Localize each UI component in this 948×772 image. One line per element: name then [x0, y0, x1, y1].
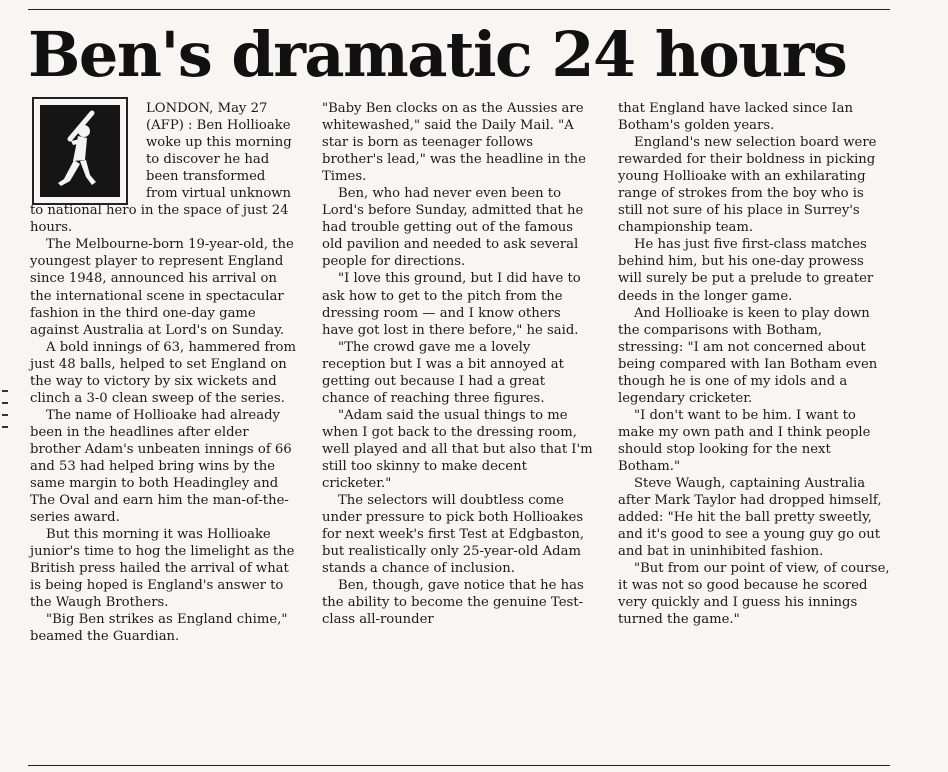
- paragraph: that England have lacked since Ian Botham's golden years.: [618, 101, 854, 134]
- paragraph: Ben, who had never even been to Lord's before Sunday, admitted that he had trouble getting out of the famous old pavilion and needed to ask several people for directions.: [322, 186, 584, 270]
- paragraph: "Baby Ben clocks on as the Aussies are whitewashed," said the Daily Mail. "A star is born as teenager follows brother's lead," was the headline in the Times.: [322, 101, 586, 185]
- paragraph: "The crowd gave me a lovely reception but I was a bit annoyed at getting out because I had a great chance of reaching three figures.: [322, 339, 564, 406]
- paragraph: He has just five first-class matches behind him, but his one-day prowess will surely be put a prelude to greater deeds in the longer game.: [618, 237, 874, 304]
- paragraph: The selectors will doubtless come under pressure to pick both Hollioakes for next week's first Test at Edgbaston, but realistically only 25-year-old Adam stands a chance of inclusion.: [322, 493, 585, 577]
- paragraph: The Melbourne-born 19-year-old, the youngest player to represent England since 1948, announced his arrival on the international scene in spectacular fashion in the third one-day game against Australia at Lord's on Sunday.: [30, 237, 294, 338]
- page-edge-marks: [0, 380, 12, 470]
- top-rule: [28, 9, 890, 10]
- paragraph: "I don't want to be him. I want to make my own path and I think people should stop looking for the next Botham.": [618, 407, 871, 474]
- article-column-2: [322, 100, 594, 628]
- article-column-3: [618, 100, 890, 628]
- paragraph: "Big Ben strikes as England chime," beamed the Guardian.: [30, 612, 288, 645]
- headline: Ben's dramatic 24 hours: [28, 18, 847, 91]
- paragraph: "Adam said the usual things to me when I got back to the dressing room, well played and all that but also that I'm still too skinny to make decent cricketer.": [322, 407, 593, 492]
- paragraph: And Hollioake is keen to play down the comparisons with Botham, stressing: "I am not concerned about being compared with Ian Botham even though he is one of my idols and a legendary cricketer.: [618, 305, 878, 406]
- paragraph: Ben, though, gave notice that he has the ability to become the genuine Test-class all-rounder: [322, 578, 584, 628]
- bottom-rule: [28, 765, 890, 766]
- article-column-1: [30, 100, 300, 646]
- paragraph: England's new selection board were rewarded for their boldness in picking young Hollioake with an exhilarating range of strokes from the boy who is still not sure of his place in Surrey's championship team.: [618, 135, 877, 236]
- paragraph: The name of Hollioake had already been in the headlines after elder brother Adam's unbeaten innings of 66 and 53 had helped bring wins by the same margin to both Headingley and The Oval and earn him the man-of-the-series award.: [30, 407, 292, 526]
- paragraph: "I love this ground, but I did have to ask how to get to the pitch from the dressing room — and I know others have got lost in there before," he said.: [322, 271, 581, 338]
- paragraph: LONDON, May 27 (AFP) : Ben Hollioake woke up this morning to discover he had been transformed from virtual unknown to national hero in the space of just 24 hours.: [30, 101, 292, 236]
- paragraph: But this morning it was Hollioake junior's time to hog the limelight as the British press hailed the arrival of what is being hoped is England's answer to the Waugh Brothers.: [30, 527, 295, 611]
- paragraph: "But from our point of view, of course, it was not so good because he scored very quickly and I guess his innings turned the game.": [618, 561, 890, 628]
- paragraph: Steve Waugh, captaining Australia after Mark Taylor had dropped himself, added: "He hit the ball pretty sweetly, and it's good to see a young guy go out and bat in uninhibited fashion.: [618, 476, 882, 560]
- paragraph: A bold innings of 63, hammered from just 48 balls, helped to set England on the way to victory by six wickets and clinch a 3-0 clean sweep of the series.: [30, 339, 296, 406]
